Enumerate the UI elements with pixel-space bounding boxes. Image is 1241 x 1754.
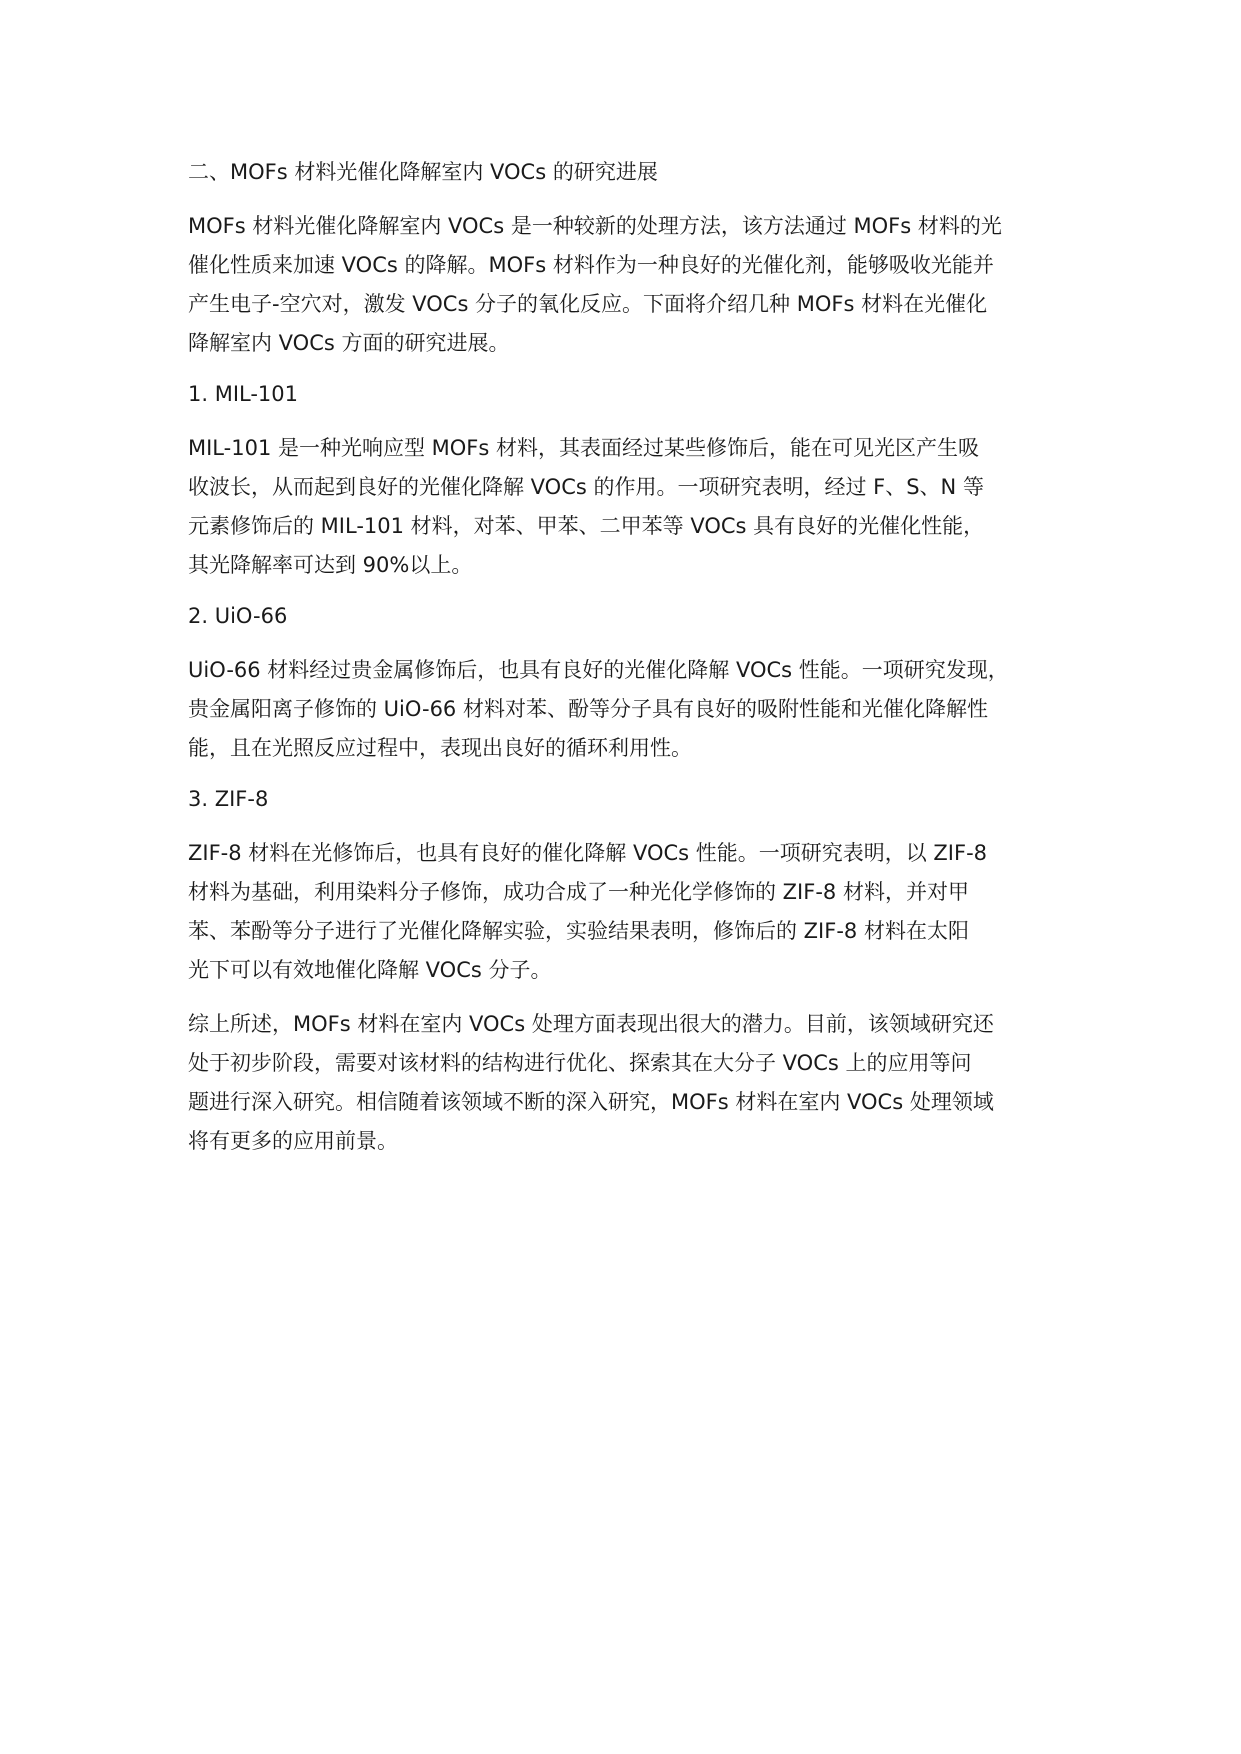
paragraph-line: 材料为基础，利用染料分子修饰，成功合成了一种光化学修饰的 ZIF-8 材料，并对甲: [188, 880, 969, 904]
paragraph-line: UiO-66 材料经过贵金属修饰后，也具有良好的光催化降解 VOCs 性能。一项研究发现，: [188, 658, 1009, 682]
paragraph-line: 综上所述，MOFs 材料在室内 VOCs 处理方面表现出很大的潜力。目前，该领域研究还: [188, 1012, 994, 1036]
paragraph-line: 苯、苯酚等分子进行了光催化降解实验，实验结果表明，修饰后的 ZIF-8 材料在太阳: [188, 919, 969, 943]
paragraph-line: 元素修饰后的 MIL-101 材料，对苯、甲苯、二甲苯等 VOCs 具有良好的光催化性能，: [188, 514, 985, 538]
paragraph-line: 能，且在光照反应过程中，表现出良好的循环利用性。: [188, 736, 692, 760]
paragraph-line: 降解室内 VOCs 方面的研究进展。: [188, 331, 510, 355]
document-page: [188, 156, 1088, 1176]
paragraph-line: 贵金属阳离子修饰的 UiO-66 材料对苯、酚等分子具有良好的吸附性能和光催化降解性: [188, 697, 988, 721]
paragraph-line: ZIF-8 材料在光修饰后，也具有良好的催化降解 VOCs 性能。一项研究表明，以 ZIF-8: [188, 841, 988, 865]
paragraph-line: 光下可以有效地催化降解 VOCs 分子。: [188, 958, 552, 982]
zif-8-paragraph: [188, 834, 1088, 990]
subsection-title-zif-8: 3. ZIF-8: [188, 787, 269, 811]
paragraph-line: 将有更多的应用前景。: [188, 1129, 398, 1153]
intro-paragraph: [188, 207, 1088, 363]
paragraph-line: 处于初步阶段，需要对该材料的结构进行优化、探索其在大分子 VOCs 上的应用等问: [188, 1051, 972, 1075]
section-heading: 二、MOFs 材料光催化降解室内 VOCs 的研究进展: [188, 160, 658, 184]
subsection-title-uio-66: 2. UiO-66: [188, 604, 288, 628]
paragraph-line: MOFs 材料光催化降解室内 VOCs 是一种较新的处理方法，该方法通过 MOFs 材料的光: [188, 214, 1002, 238]
uio-66-paragraph: [188, 651, 1088, 768]
paragraph-line: 产生电子-空穴对，激发 VOCs 分子的氧化反应。下面将介绍几种 MOFs 材料在光催化: [188, 292, 988, 316]
subsection-title-mil-101: 1. MIL-101: [188, 382, 299, 406]
paragraph-line: 催化性质来加速 VOCs 的降解。MOFs 材料作为一种良好的光催化剂，能够吸收光能并: [188, 253, 994, 277]
paragraph-line: 收波长，从而起到良好的光催化降解 VOCs 的作用。一项研究表明，经过 F、S、N 等: [188, 475, 984, 499]
mil-101-paragraph: [188, 429, 1088, 585]
paragraph-line: 题进行深入研究。相信随着该领域不断的深入研究，MOFs 材料在室内 VOCs 处理领域: [188, 1090, 994, 1114]
paragraph-line: 其光降解率可达到 90%以上。: [188, 553, 473, 577]
paragraph-line: MIL-101 是一种光响应型 MOFs 材料，其表面经过某些修饰后，能在可见光区产生吸: [188, 436, 979, 460]
conclusion-paragraph: [188, 1005, 1088, 1161]
